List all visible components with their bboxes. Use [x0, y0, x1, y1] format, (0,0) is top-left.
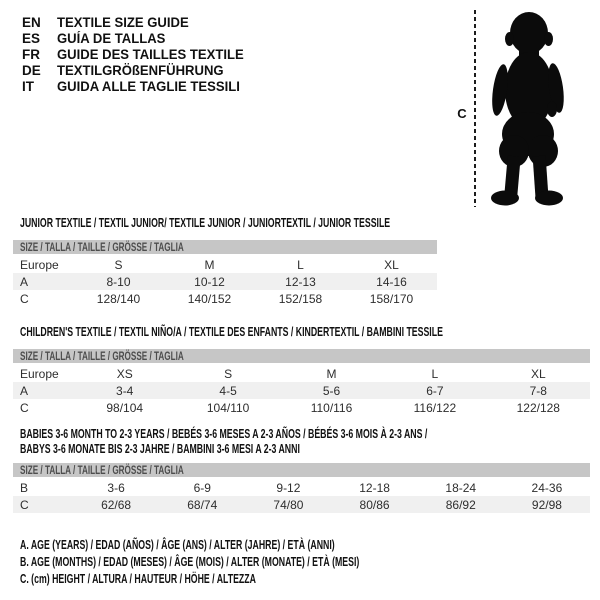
language-row-de — [22, 63, 250, 79]
table-row-europe — [13, 365, 590, 382]
table-cell: 104/110 — [206, 400, 250, 415]
table-cell: 6-7 — [426, 383, 444, 398]
row-label: Europe — [20, 366, 59, 381]
table-cell: 110/116 — [310, 400, 353, 415]
language-code: FR — [22, 47, 40, 62]
footnotes — [20, 537, 505, 588]
footnote-a: A. AGE (YEARS) / EDAD (AÑOS) / ÂGE (ANS) / ALTER (JAHRE) / ETÀ (ANNI) — [20, 538, 335, 552]
table-cell: 24-36 — [531, 480, 563, 495]
table-cell: L — [431, 366, 439, 381]
table-cell: XL — [384, 257, 399, 272]
table-cell: 86/92 — [445, 497, 476, 512]
size-header-bar: SIZE / TALLA / TAILLE / GRÖSSE / TAGLIA — [13, 349, 590, 363]
footnote-c: C. (cm) HEIGHT / ALTURA / HAUTEUR / HÖHE / ALTEZZA — [20, 572, 256, 586]
language-code: IT — [22, 79, 34, 94]
row-label: Europe — [20, 257, 59, 272]
table-cell: M — [326, 366, 337, 381]
table-cell: 122/128 — [516, 400, 560, 415]
table-row-height — [13, 496, 590, 513]
language-label: TEXTILGRÖßENFÜHRUNG — [57, 63, 224, 78]
table-row-height — [13, 399, 590, 416]
table-cell: 5-6 — [322, 383, 341, 398]
table-cell: 4-5 — [219, 383, 237, 398]
table-cell: 92/98 — [531, 497, 562, 512]
table-title: JUNIOR TEXTILE / TEXTIL JUNIOR/ TEXTILE JUNIOR / JUNIORTEXTIL / JUNIOR TESSILE — [20, 216, 391, 230]
table-row-months — [13, 479, 590, 496]
table-cell: 6-9 — [193, 480, 211, 495]
table-cell: 128/140 — [96, 291, 141, 306]
table-cell: 158/170 — [369, 291, 414, 306]
table-cell: 14-16 — [376, 274, 407, 289]
table-row-age — [13, 382, 590, 399]
language-label: GUÍA DE TALLAS — [57, 31, 166, 46]
language-code: ES — [22, 31, 41, 46]
table-cell: 62/68 — [101, 497, 132, 512]
table-title-line2: BABYS 3-6 MONATE BIS 2-3 JAHRE / BAMBINI 3-6 MESI A 2-3 ANNI — [20, 442, 300, 456]
language-label: GUIDA ALLE TAGLIE TESSILI — [57, 79, 240, 94]
babies-textile-table — [13, 427, 590, 513]
table-cell: 116/122 — [413, 400, 457, 415]
table-cell: L — [297, 257, 304, 272]
table-cell: 98/104 — [106, 400, 144, 415]
table-title-line1: BABIES 3-6 MONTH TO 2-3 YEARS / BEBÉS 3-6 MESES A 2-3 AÑOS / BÉBÉS 3-6 MOIS À 2-3 ANS / — [20, 427, 428, 441]
childrens-textile-table — [13, 325, 590, 416]
table-cell: XS — [116, 366, 133, 381]
table-cell: 80/86 — [359, 497, 390, 512]
table-cell: 10-12 — [194, 274, 225, 289]
footnote-b: B. AGE (MONTHS) / EDAD (MESES) / ÂGE (MOIS) / ALTER (MONATE) / ETÀ (MESI) — [20, 555, 360, 569]
size-header-bar: SIZE / TALLA / TAILLE / GRÖSSE / TAGLIA — [13, 463, 590, 477]
table-row-europe — [13, 256, 437, 273]
table-cell: 8-10 — [106, 274, 131, 289]
table-cell: 74/80 — [273, 497, 304, 512]
row-label: A — [20, 274, 29, 289]
row-label: C — [20, 497, 29, 512]
language-row-it — [22, 79, 250, 95]
language-label: GUIDE DES TAILLES TEXTILE — [57, 47, 244, 62]
table-row-height — [13, 290, 437, 307]
junior-textile-table — [13, 216, 437, 307]
table-cell: 68/74 — [187, 497, 218, 512]
table-cell: 9-12 — [276, 480, 301, 495]
row-label: A — [20, 383, 29, 398]
table-cell: 152/158 — [278, 291, 323, 306]
table-cell: 18-24 — [445, 480, 477, 495]
size-header-bar: SIZE / TALLA / TAILLE / GRÖSSE / TAGLIA — [13, 240, 437, 254]
table-cell: M — [204, 257, 215, 272]
language-code: EN — [22, 15, 41, 30]
row-label: B — [20, 480, 29, 495]
row-label: C — [20, 400, 29, 415]
language-row-es — [22, 31, 250, 47]
baby-silhouette-icon — [486, 6, 580, 208]
table-cell: S — [114, 257, 123, 272]
table-title: CHILDREN'S TEXTILE / TEXTIL NIÑO/A / TEXTILE DES ENFANTS / KINDERTEXTIL / BAMBINI TESSILE — [20, 325, 443, 339]
table-row-age — [13, 273, 437, 290]
table-cell: 140/152 — [187, 291, 232, 306]
language-code: DE — [22, 63, 41, 78]
row-label: C — [20, 291, 29, 306]
height-measure-dashed-line — [474, 10, 476, 207]
language-row-fr — [22, 47, 250, 63]
table-cell: 7-8 — [529, 383, 547, 398]
height-measure-label: C — [457, 106, 467, 121]
table-cell: 3-6 — [107, 480, 125, 495]
table-cell: 3-4 — [116, 383, 134, 398]
language-row-en — [22, 15, 250, 31]
table-cell: S — [224, 366, 233, 381]
table-cell: XL — [530, 366, 546, 381]
table-cell: 12-18 — [359, 480, 390, 495]
language-label: TEXTILE SIZE GUIDE — [57, 15, 189, 30]
table-cell: 12-13 — [285, 274, 316, 289]
language-list — [22, 15, 250, 95]
